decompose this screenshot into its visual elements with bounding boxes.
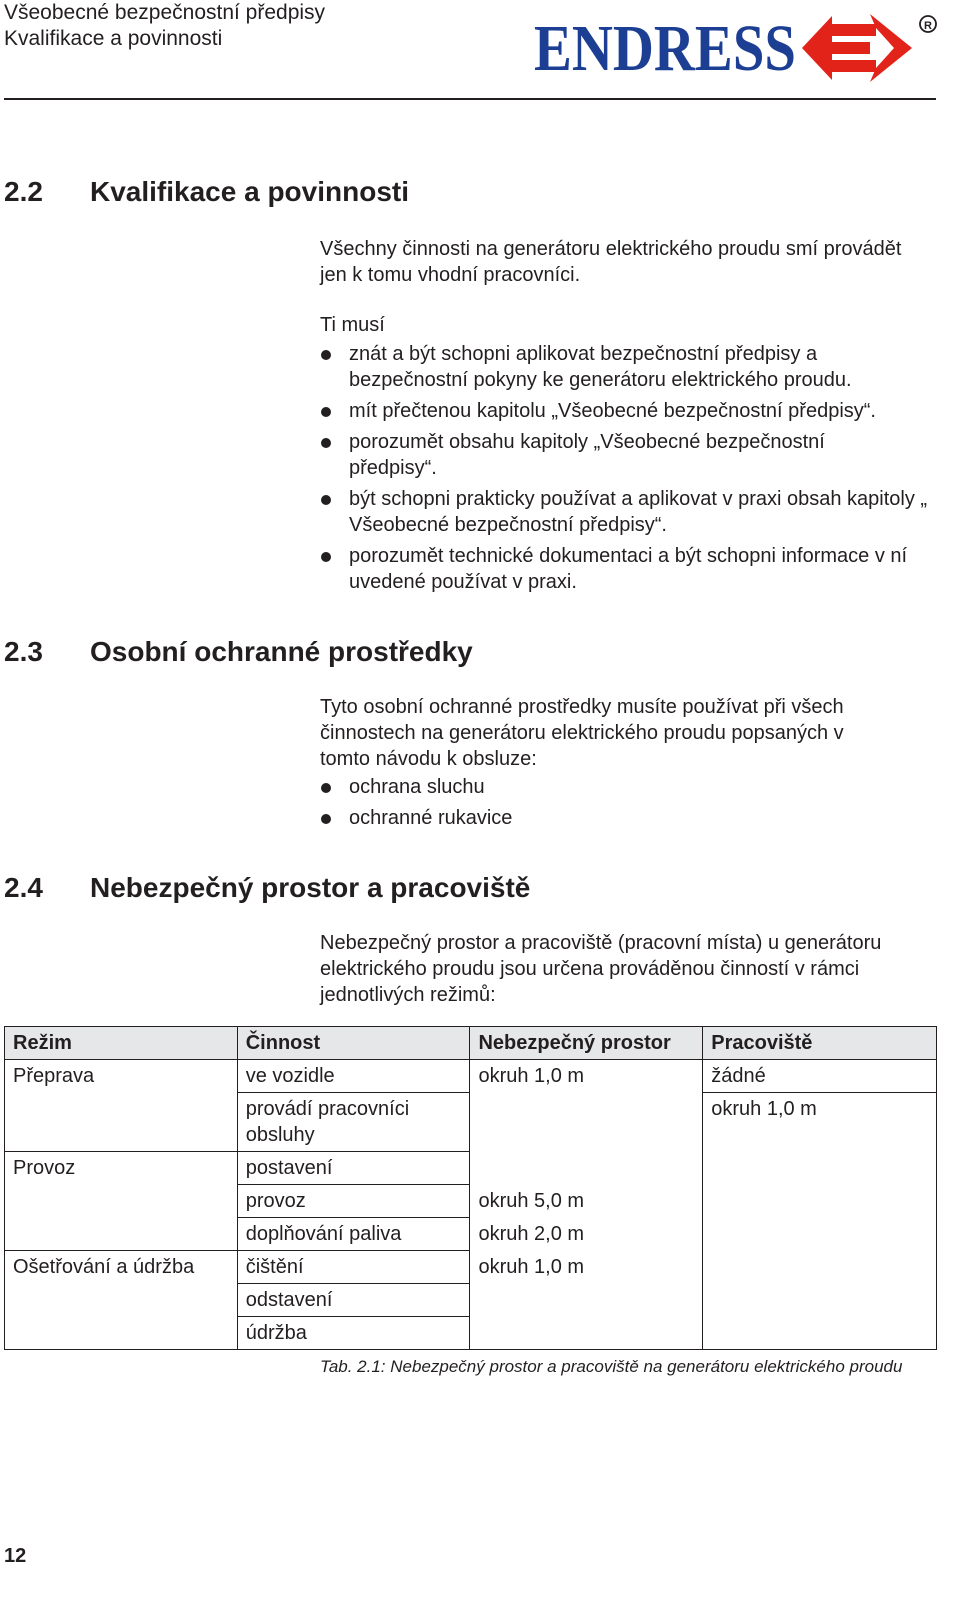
table-cell — [703, 1185, 937, 1218]
intro-text: Nebezpečný prostor a pracoviště (pracovní místa) u generátoru elektrického proudu jsou určena prováděnou činností v rámci jednotlivých režimů: — [320, 932, 882, 1006]
table-cell — [703, 1284, 937, 1317]
section-number: 2.2 — [4, 176, 43, 207]
table-row — [5, 1251, 937, 1284]
paragraph — [320, 930, 930, 1008]
list-item: být schopni prakticky používat a aplikovat v praxi obsah kapitoly „ Všeobecné bezpečnostní předpisy“. — [320, 486, 930, 538]
table-cell: odstavení — [237, 1284, 470, 1317]
table-row — [5, 1093, 937, 1152]
bullet-icon — [321, 495, 331, 505]
table-cell: provoz — [237, 1185, 470, 1218]
column-header: Režim — [5, 1027, 238, 1060]
table-cell — [703, 1317, 937, 1350]
section-title: Kvalifikace a povinnosti — [90, 176, 409, 207]
table-cell: údržba — [237, 1317, 470, 1350]
table-cell: okruh 1,0 m — [470, 1251, 703, 1284]
list-item: porozumět obsahu kapitoly „Všeobecné bezpečnostní předpisy“. — [320, 429, 889, 481]
requirements-list — [320, 341, 930, 600]
table-cell: ve vozidle — [237, 1060, 470, 1093]
table-cell — [5, 1284, 238, 1317]
table-cell — [470, 1093, 703, 1152]
list-lead: Ti musí — [320, 314, 385, 336]
table-cell — [703, 1152, 937, 1185]
bullet-icon — [321, 438, 331, 448]
table-header-row — [5, 1027, 937, 1060]
table-cell — [703, 1218, 937, 1251]
table-cell: doplňování paliva — [237, 1218, 470, 1251]
list-item: porozumět technické dokumentaci a být schopni informace v ní uvedené používat v praxi. — [320, 543, 930, 595]
intro-text: Tyto osobní ochranné prostředky musíte používat při všech činnostech na generátoru elektrického proudu popsaných v tomto návodu k obsluze: — [320, 696, 844, 770]
column-header: Činnost — [237, 1027, 470, 1060]
table-cell: okruh 1,0 m — [470, 1060, 703, 1093]
page-number: 12 — [4, 1545, 27, 1567]
bullet-icon — [321, 350, 331, 360]
table-cell — [5, 1093, 238, 1152]
section-title: Osobní ochranné prostředky — [90, 636, 473, 667]
list-item: znát a být schopni aplikovat bezpečnostní předpisy a bezpečnostní pokyny ke generátoru elektrického proudu. — [320, 341, 930, 393]
table-cell: okruh 2,0 m — [470, 1218, 703, 1251]
table-cell: provádí pracovníci obsluhy — [237, 1093, 470, 1152]
table-cell: Provoz — [5, 1152, 238, 1185]
hazard-table — [4, 1026, 937, 1350]
table-cell — [5, 1317, 238, 1350]
section-title: Nebezpečný prostor a pracoviště — [90, 872, 531, 903]
table-cell: Ošetřování a údržba — [5, 1251, 238, 1284]
section-number: 2.3 — [4, 636, 43, 667]
paragraph — [320, 236, 930, 288]
bullet-icon — [321, 783, 331, 793]
bullet-icon — [321, 407, 331, 417]
table-caption: Tab. 2.1: Nebezpečný prostor a pracoviště na generátoru elektrického proudu — [320, 1357, 903, 1376]
table-row — [5, 1284, 937, 1317]
logo-arrow-icon — [802, 14, 912, 82]
ppe-list — [320, 774, 930, 836]
table-row — [5, 1317, 937, 1350]
list-item: ochrana sluchu — [320, 774, 930, 800]
table-cell — [470, 1152, 703, 1185]
column-header: Pracoviště — [703, 1027, 937, 1060]
section-number: 2.4 — [4, 872, 43, 903]
header-chapter-title: Všeobecné bezpečnostní předpisy — [4, 1, 326, 24]
table-cell: Přeprava — [5, 1060, 238, 1093]
column-header: Nebezpečný prostor — [470, 1027, 703, 1060]
table-cell — [470, 1284, 703, 1317]
logo-wordmark: ENDRESS — [534, 12, 796, 84]
header-rule — [4, 98, 936, 100]
table-row — [5, 1185, 937, 1218]
list-item: mít přečtenou kapitolu „Všeobecné bezpečnostní předpisy“. — [320, 398, 930, 424]
table-row — [5, 1152, 937, 1185]
table-cell — [470, 1317, 703, 1350]
paragraph — [320, 694, 890, 772]
table-cell — [5, 1218, 238, 1251]
intro-text: Všechny činnosti na generátoru elektrického proudu smí provádět jen k tomu vhodní pracovníci. — [320, 238, 902, 286]
endress-logo — [532, 10, 940, 84]
table-row — [5, 1060, 937, 1093]
table-cell: okruh 1,0 m — [703, 1093, 937, 1152]
registered-mark-icon — [920, 16, 936, 32]
bullet-icon — [321, 814, 331, 824]
bullet-icon — [321, 552, 331, 562]
table-cell: postavení — [237, 1152, 470, 1185]
table-cell: žádné — [703, 1060, 937, 1093]
table-cell: okruh 5,0 m — [470, 1185, 703, 1218]
svg-text:R: R — [924, 20, 932, 32]
table-row — [5, 1218, 937, 1251]
header-section-title: Kvalifikace a povinnosti — [4, 27, 223, 50]
list-item: ochranné rukavice — [320, 805, 930, 831]
table-cell — [703, 1251, 937, 1284]
table-cell: čištění — [237, 1251, 470, 1284]
table-cell — [5, 1185, 238, 1218]
